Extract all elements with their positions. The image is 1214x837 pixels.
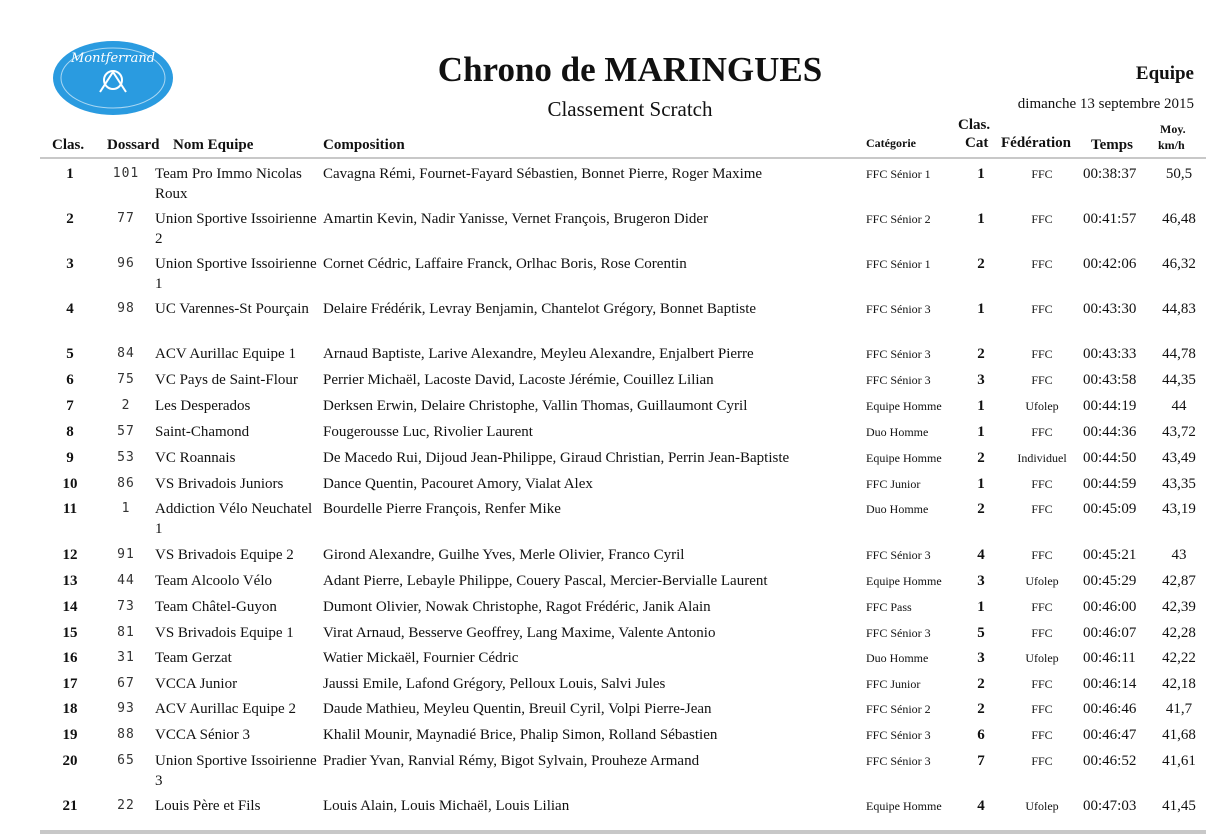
cell-composition: Jaussi Emile, Lafond Grégory, Pelloux Louis, Salvi Jules (323, 676, 666, 692)
cell-team-name: Team Châtel-Guyon (155, 599, 277, 615)
cell-dossard: 2 (121, 398, 131, 413)
cell-clas: 6 (66, 372, 74, 388)
cell-clas: 1 (66, 166, 74, 182)
cell-team-name: ACV Aurillac Equipe 2 (155, 701, 296, 717)
cell-moyenne: 44,78 (1162, 346, 1196, 362)
cell-composition: Cornet Cédric, Laffaire Franck, Orlhac Boris, Rose Corentin (323, 256, 687, 272)
cell-federation: FFC (1031, 347, 1053, 361)
cell-team-name: VCCA Sénior 3 (155, 727, 251, 743)
cell-team-name: Addiction Vélo Neuchatel 1 (155, 501, 313, 537)
cell-moyenne: 44 (1171, 398, 1187, 414)
cell-moyenne: 42,39 (1162, 599, 1196, 615)
cell-categorie: FFC Sénior 2 (866, 212, 931, 226)
cell-categorie: Duo Homme (866, 425, 929, 439)
col-clas-cat-2: Cat (965, 135, 989, 151)
cell-dossard: 93 (117, 701, 135, 716)
cell-categorie: FFC Sénior 3 (866, 373, 931, 387)
cell-dossard: 57 (117, 424, 135, 439)
cell-clas-cat: 6 (977, 727, 985, 743)
cell-temps: 00:45:21 (1083, 547, 1137, 563)
cell-categorie: FFC Sénior 3 (866, 728, 931, 742)
cell-composition: Cavagna Rémi, Fournet-Fayard Sébastien, Bonnet Pierre, Roger Maxime (323, 166, 763, 182)
cell-composition: Dance Quentin, Pacouret Amory, Vialat Alex (323, 476, 593, 492)
cell-federation: FFC (1031, 167, 1053, 181)
cell-categorie: FFC Sénior 3 (866, 754, 931, 768)
cell-clas-cat: 2 (977, 256, 985, 272)
cell-dossard: 65 (117, 753, 135, 768)
cell-moyenne: 50,5 (1165, 166, 1193, 182)
cell-clas: 9 (66, 450, 74, 466)
header-divider (40, 157, 1206, 159)
cell-moyenne: 42,18 (1162, 676, 1196, 692)
cell-temps: 00:44:36 (1083, 424, 1137, 440)
cell-categorie: Equipe Homme (866, 451, 942, 465)
cell-moyenne: 43,72 (1162, 424, 1196, 440)
cell-team-name: VC Pays de Saint-Flour (155, 372, 298, 388)
cell-team-name: VC Roannais (155, 450, 236, 466)
cell-team-name: Louis Père et Fils (155, 798, 261, 814)
cell-composition: Girond Alexandre, Guilhe Yves, Merle Olivier, Franco Cyril (323, 547, 685, 563)
cell-temps: 00:46:47 (1083, 727, 1137, 743)
cell-temps: 00:46:46 (1083, 701, 1137, 717)
category-label: Equipe (1135, 63, 1194, 84)
cell-temps: 00:47:03 (1083, 798, 1137, 814)
cell-temps: 00:43:58 (1083, 372, 1137, 388)
cell-clas: 14 (62, 599, 78, 615)
cell-dossard: 88 (117, 727, 135, 742)
cell-clas: 5 (66, 346, 74, 362)
cell-temps: 00:46:52 (1083, 753, 1137, 769)
cell-composition: Virat Arnaud, Besserve Geoffrey, Lang Maxime, Valente Antonio (323, 625, 716, 641)
cell-federation: Individuel (1017, 451, 1067, 465)
cell-categorie: Equipe Homme (866, 574, 942, 588)
cell-temps: 00:45:29 (1083, 573, 1137, 589)
cell-clas-cat: 5 (977, 625, 985, 641)
cell-federation: FFC (1031, 373, 1053, 387)
cell-clas-cat: 3 (977, 650, 985, 666)
cell-categorie: FFC Sénior 3 (866, 347, 931, 361)
cell-composition: De Macedo Rui, Dijoud Jean-Philippe, Giraud Christian, Perrin Jean-Baptiste (323, 450, 790, 466)
cell-temps: 00:46:07 (1083, 625, 1137, 641)
cell-composition: Fougerousse Luc, Rivolier Laurent (323, 424, 533, 440)
cell-categorie: Equipe Homme (866, 399, 942, 413)
cell-federation: FFC (1031, 600, 1053, 614)
cell-moyenne: 42,28 (1162, 625, 1196, 641)
cell-federation: FFC (1031, 302, 1053, 316)
cell-temps: 00:43:30 (1083, 301, 1137, 317)
cell-clas: 4 (66, 301, 74, 317)
cell-dossard: 77 (117, 211, 135, 226)
cell-federation: Ufolep (1025, 651, 1059, 665)
cell-composition: Dumont Olivier, Nowak Christophe, Ragot Frédéric, Janik Alain (323, 599, 711, 615)
cell-composition: Bourdelle Pierre François, Renfer Mike (323, 501, 561, 517)
footer-divider (40, 830, 1206, 834)
cell-clas-cat: 1 (977, 398, 985, 414)
col-temps: Temps (1091, 137, 1133, 153)
cell-temps: 00:45:09 (1083, 501, 1137, 517)
cell-dossard: 1 (121, 501, 131, 516)
cell-clas-cat: 7 (977, 753, 985, 769)
cell-clas: 12 (62, 547, 78, 563)
cell-team-name: VCCA Junior (155, 676, 238, 692)
cell-temps: 00:43:33 (1083, 346, 1137, 362)
cell-categorie: FFC Sénior 1 (866, 167, 931, 181)
cell-team-name: VS Brivadois Juniors (155, 476, 284, 492)
col-dossard: Dossard (107, 137, 160, 153)
cell-composition: Khalil Mounir, Maynadié Brice, Phalip Simon, Rolland Sébastien (323, 727, 718, 743)
cell-temps: 00:44:59 (1083, 476, 1137, 492)
cell-temps: 00:42:06 (1083, 256, 1137, 272)
cell-clas-cat: 1 (977, 476, 985, 492)
cell-categorie: FFC Sénior 3 (866, 302, 931, 316)
cell-clas-cat: 2 (977, 450, 985, 466)
cell-composition: Watier Mickaël, Fournier Cédric (323, 650, 519, 666)
cell-categorie: Duo Homme (866, 502, 929, 516)
cell-moyenne: 42,87 (1162, 573, 1196, 589)
cell-clas: 11 (62, 501, 78, 517)
cell-dossard: 67 (117, 676, 135, 691)
cell-clas: 21 (62, 798, 78, 814)
cell-federation: Ufolep (1025, 399, 1059, 413)
cell-composition: Perrier Michaël, Lacoste David, Lacoste Jérémie, Couillez Lilian (323, 372, 714, 388)
cell-federation: FFC (1031, 728, 1053, 742)
cell-clas-cat: 1 (977, 599, 985, 615)
cell-dossard: 91 (117, 547, 135, 562)
cell-federation: Ufolep (1025, 799, 1059, 813)
cell-federation: FFC (1031, 212, 1053, 226)
cell-clas-cat: 3 (977, 573, 985, 589)
cell-moyenne: 46,48 (1162, 211, 1196, 227)
cell-moyenne: 44,35 (1162, 372, 1196, 388)
cell-team-name: Union Sportive Issoirienne 2 (155, 211, 317, 247)
cell-team-name: Team Pro Immo Nicolas Roux (155, 166, 302, 202)
page-subtitle: Classement Scratch (547, 97, 713, 121)
cell-temps: 00:41:57 (1083, 211, 1137, 227)
cell-clas: 20 (62, 753, 78, 769)
cell-dossard: 22 (117, 798, 135, 813)
cell-clas-cat: 4 (977, 547, 985, 563)
col-clas-cat-1: Clas. (958, 117, 991, 133)
cell-federation: FFC (1031, 626, 1053, 640)
cell-team-name: Union Sportive Issoirienne 3 (155, 753, 317, 789)
cell-moyenne: 44,83 (1162, 301, 1196, 317)
col-federation: Fédération (1001, 135, 1071, 151)
cell-team-name: UC Varennes-St Pourçain (155, 301, 309, 317)
page-title: Chrono de MARINGUES (437, 50, 823, 89)
cell-composition: Derksen Erwin, Delaire Christophe, Vallin Thomas, Guillaumont Cyril (323, 398, 748, 414)
col-nom-equipe: Nom Equipe (173, 137, 254, 153)
cell-moyenne: 41,7 (1165, 701, 1193, 717)
cell-categorie: FFC Sénior 1 (866, 257, 931, 271)
col-moy-2: km/h (1158, 138, 1185, 152)
cell-dossard: 53 (117, 450, 135, 465)
cell-clas-cat: 2 (977, 676, 985, 692)
cell-clas-cat: 1 (977, 301, 985, 317)
cell-team-name: Team Gerzat (155, 650, 232, 666)
cell-clas: 8 (66, 424, 74, 440)
cell-federation: FFC (1031, 257, 1053, 271)
cell-categorie: FFC Sénior 3 (866, 626, 931, 640)
cell-dossard: 84 (117, 346, 135, 361)
cell-clas-cat: 4 (977, 798, 985, 814)
cell-categorie: FFC Sénior 2 (866, 702, 931, 716)
cell-clas: 10 (62, 476, 78, 492)
cell-clas: 17 (62, 676, 78, 692)
cell-dossard: 44 (117, 573, 135, 588)
cell-clas: 7 (66, 398, 74, 414)
cell-composition: Adant Pierre, Lebayle Philippe, Couery Pascal, Mercier-Bervialle Laurent (323, 573, 768, 589)
cell-federation: FFC (1031, 548, 1053, 562)
col-composition: Composition (323, 137, 405, 153)
cell-moyenne: 46,32 (1162, 256, 1196, 272)
cell-federation: Ufolep (1025, 574, 1059, 588)
cell-team-name: Team Alcoolo Vélo (155, 573, 272, 589)
cell-temps: 00:46:14 (1083, 676, 1137, 692)
cell-dossard: 75 (117, 372, 135, 387)
cell-team-name: Union Sportive Issoirienne 1 (155, 256, 317, 292)
cell-clas: 15 (62, 625, 78, 641)
cell-clas-cat: 3 (977, 372, 985, 388)
cell-team-name: VS Brivadois Equipe 2 (155, 547, 294, 563)
cell-clas-cat: 1 (977, 424, 985, 440)
cell-categorie: FFC Junior (866, 477, 921, 491)
cell-categorie: FFC Pass (866, 600, 912, 614)
cell-composition: Pradier Yvan, Ranvial Rémy, Bigot Sylvain, Prouheze Armand (323, 753, 700, 769)
logo-text: Montferrand (70, 51, 156, 66)
cell-composition: Arnaud Baptiste, Larive Alexandre, Meyleu Alexandre, Enjalbert Pierre (323, 346, 754, 362)
cell-clas: 16 (62, 650, 78, 666)
cell-clas: 19 (62, 727, 78, 743)
cell-moyenne: 43 (1171, 547, 1187, 563)
cell-team-name: VS Brivadois Equipe 1 (155, 625, 294, 641)
cell-dossard: 98 (117, 301, 135, 316)
cell-composition: Daude Mathieu, Meyleu Quentin, Breuil Cyril, Volpi Pierre-Jean (323, 701, 712, 717)
cell-composition: Amartin Kevin, Nadir Yanisse, Vernet François, Brugeron Dider (323, 211, 709, 227)
cell-clas: 3 (66, 256, 74, 272)
cell-moyenne: 43,35 (1162, 476, 1196, 492)
cell-dossard: 96 (117, 256, 135, 271)
cell-team-name: Les Desperados (155, 398, 251, 414)
cell-dossard: 86 (117, 476, 135, 491)
cell-federation: FFC (1031, 502, 1053, 516)
cell-federation: FFC (1031, 677, 1053, 691)
cell-clas-cat: 1 (977, 211, 985, 227)
cell-temps: 00:46:11 (1083, 650, 1136, 666)
cell-moyenne: 42,22 (1162, 650, 1196, 666)
cell-categorie: FFC Sénior 3 (866, 548, 931, 562)
cell-composition: Delaire Frédérik, Levray Benjamin, Chantelot Grégory, Bonnet Baptiste (323, 301, 757, 317)
club-logo (52, 40, 174, 116)
cell-clas-cat: 2 (977, 501, 985, 517)
cell-federation: FFC (1031, 702, 1053, 716)
cell-temps: 00:46:00 (1083, 599, 1137, 615)
cell-federation: FFC (1031, 754, 1053, 768)
cell-clas-cat: 2 (977, 346, 985, 362)
col-moy-1: Moy. (1160, 122, 1186, 136)
col-clas: Clas. (52, 137, 85, 153)
cell-temps: 00:38:37 (1083, 166, 1137, 182)
cell-temps: 00:44:50 (1083, 450, 1137, 466)
cell-moyenne: 41,68 (1162, 727, 1196, 743)
cell-clas: 2 (66, 211, 74, 227)
cell-temps: 00:44:19 (1083, 398, 1137, 414)
cell-categorie: Duo Homme (866, 651, 929, 665)
cell-team-name: ACV Aurillac Equipe 1 (155, 346, 296, 362)
cell-clas: 18 (62, 701, 78, 717)
cell-moyenne: 43,19 (1162, 501, 1196, 517)
cell-categorie: Equipe Homme (866, 799, 942, 813)
cell-clas-cat: 2 (977, 701, 985, 717)
cell-federation: FFC (1031, 425, 1053, 439)
cell-dossard: 31 (117, 650, 135, 665)
cell-moyenne: 43,49 (1162, 450, 1196, 466)
cell-moyenne: 41,45 (1162, 798, 1196, 814)
cell-categorie: FFC Junior (866, 677, 921, 691)
cell-clas: 13 (62, 573, 78, 589)
cell-clas-cat: 1 (977, 166, 985, 182)
event-date: dimanche 13 septembre 2015 (1017, 96, 1194, 112)
col-categorie: Catégorie (866, 136, 916, 150)
cell-composition: Louis Alain, Louis Michaël, Louis Lilian (323, 798, 570, 814)
cell-moyenne: 41,61 (1162, 753, 1196, 769)
cell-team-name: Saint-Chamond (155, 424, 250, 440)
cell-federation: FFC (1031, 477, 1053, 491)
cell-dossard: 73 (117, 599, 135, 614)
cell-dossard: 81 (117, 625, 135, 640)
cell-dossard: 101 (112, 166, 140, 181)
